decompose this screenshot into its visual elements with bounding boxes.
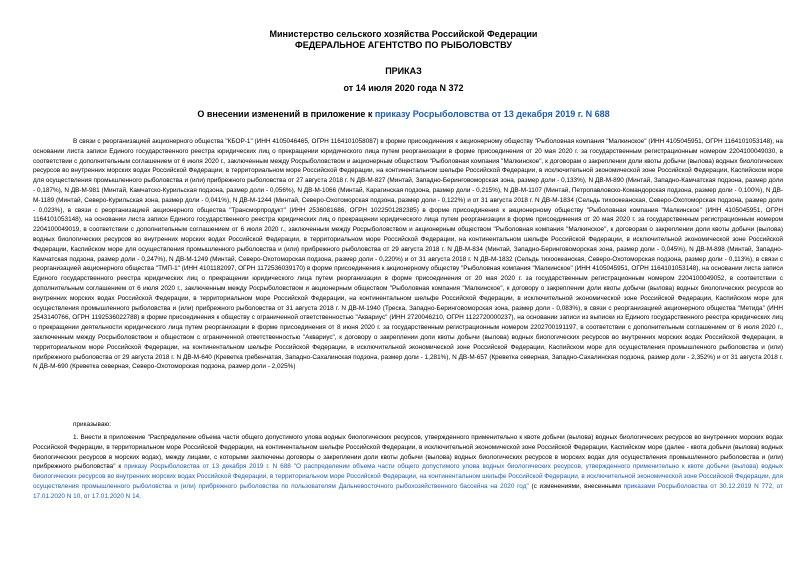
order-item-1-text: 1. Внести в приложение "Распределение объема части общего допустимого улова водных биологических ресурсов, утвержденного применительно к квоте добычи (вылова) водных биологических ресурсов во внутренних морских водах Российской Федерации, в территориальном море Российской Федерации, на континентальном шельфе Российской Федерации, в исключительной экономической зоне Российской Федерации, Каспийском море (далее - квота добычи (вылова) водных биологических ресурсов в морских водах), между лицами, с которыми заключены договоры о закреплении доли квоты добычи (вылова) водных биологических ресурсов в морских водах для осуществления промышленного рыболовства и (или) прибрежного рыболовства" к bbox=[33, 434, 783, 471]
document-title bbox=[0, 109, 807, 120]
date-number-heading: от 14 июля 2020 года N 372 bbox=[343, 83, 464, 93]
order-688-link[interactable]: приказу Росрыболовства от 13 декабря 2019 г. N 688 "О распределении объема части общего допустимого улова водных биологических ресурсов, утвержденного применительно к квоте добычи (вылова) водных биологических ресурсов во внутренних морских водах Российской Федерации, в территориальном море Российской Федерации, на континентальном шельфе Российской Федерации, в исключительной экономической зоне Российской Федерации, для осуществления промышленного рыболовства и (или) прибрежного рыболовства по пользователям Дальневосточного рыбохозяйственного бассейна на 2020 год" bbox=[33, 463, 783, 490]
preamble-paragraph: В связи с реорганизацией акционерного общества "КБОР-1" (ИНН 4105046465, ОГРН 1164101058087) в форме присоединения к акционерному обществу "Рыболовная компания "Малкинское" (ИНН 4105045951, ОГРН 1164101053148), на основании листа записи Единого государственного реестра юридических лиц о прекращении юридического лица путем реорганизации в форме присоединения от 20 мая 2020 г. за государственным регистрационным номером 2204100049030, в соответствии с дополнительным соглашением от 6 июля 2020 г., заключенным между Росрыболовством и акционерным обществом "Рыболовная компания "Малкинское", к договорам о закреплении доли квоты добычи (вылова) водных биологических ресурсов во внутренних морских водах Российской Федерации, в территориальном море Российской Федерации, на континентальном шельфе Российской Федерации, в исключительной экономической зоне Российской Федерации, Каспийском море для осуществления промышленного рыболовства и (или) прибрежного рыболовства от 27 августа 2018 г. N ДВ-М-827 (Минтай, Западно-Беринговоморская зона, размер доли - 0,133%), N ДВ-М-890 (Минтай, Западно-Камчатская подзона, размер доли - 0,187%), N ДВ-М-981 (Минтай, Камчатско-Курильская подзона, размер доли - 0,056%), N ДВ-М-1066 (Минтай, Карагинская подзона, размер доли - 0,215%), N ДВ-М-1107 (Минтай, Петропавловско-Командорская подзона, размер доли - 0,100%), N ДВ-М-1189 (Минтай, Северо-Курильская зона, размер доли - 0,041%), N ДВ-М-1244 (Минтай, Северо-Охотоморская подзона, размер доли - 0,122%) и от 31 августа 2018 г. N ДВ-М-1834 (Сельдь тихоокеанская, Северо-Охотоморская подзона, размер доли - 0,023%), в связи с реорганизацией акционерного общества "Трансморпродукт" (ИНН 2536081686, ОГРН 1022501282385) в форме присоединения к акционерному обществу "Рыболовная компания "Малкинское" (ИНН 4105045951, ОГРН 1164101053148), на основании листа записи Единого государственного реестра юридических лиц о прекращении юридического лица путем реорганизации в форме присоединения от 20 мая 2020 г. за государственным регистрационным номером 2204100049019, в соответствии с дополнительным соглашением от 6 июля 2020 г., заключенным между Росрыболовством и акционерным обществом "Рыболовная компания "Малкинское", к договорам о закреплении доли квоты добычи (вылова) водных биологических ресурсов во внутренних морских водах Российской Федерации, в территориальном море Российской Федерации, на континентальном шельфе Российской Федерации, в исключительной экономической зоне Российской Федерации, Каспийском море для осуществления промышленного рыболовства и (или) прибрежного рыболовства от 29 августа 2018 г. N ДВ-М-834 (Минтай, Западно-Беринговоморская зона, размер доли - 0,045%), N ДВ-М-898 (Минтай, Западно-Камчатская подзона, размер доли - 0,247%), N ДВ-М-1249 (Минтай, Северо-Охотоморская подзона, размер доли - 0,220%) и от 31 августа 2018 г. N ДВ-М-1832 (Сельдь тихоокеанская, Северо-Охотоморская подзона, размер доли - 0,113%), в связи с реорганизацией акционерного общества "ТМП-1" (ИНН 4101182097, ОГРН 1172536039170) в форме присоединения к акционерному обществу "Рыболовная компания "Малкинское" (ИНН 4105045951, ОГРН 1164101053148), на основании листа записи Единого государственного реестра юридических лиц о прекращении юридического лица путем реорганизации в форме присоединения от 20 мая 2020 г. за государственным регистрационным номером 2204100049052, в соответствии с дополнительным соглашением от 6 июля 2020 г., заключенным между Росрыболовством и акционерным обществом "Рыболовная компания "Малкинское", к договору о закреплении доли квоты добычи (вылова) водных биологических ресурсов во внутренних морских водах Российской Федерации, в территориальном море Российской Федерации, на континентальном шельфе Российской Федерации, в исключительной экономической зоне Российской Федерации, Каспийском море для осуществления промышленного рыболовства и (или) прибрежного рыболовства от 31 августа 2018 г. N ДВ-М-1940 (Треска, Западно-Беринговоморская зона, размер доли - 0,083%), в связи с реорганизацией акционерного общества "Метида" (ИНН 2543140766, ОГРН 1192536022788) в форме присоединения к обществу с ограниченной ответственностью "Аквариус" (ИНН 2720046210, ОГРН 1122720000237), на основании записи из выписки из Единого государственного реестра юридических лиц о прекращении деятельности юридического лица путем реорганизации в форме присоединения от 8 июня 2020 г. за государственным регистрационным номером 2202700191197, в соответствии с дополнительным соглашением от 6 июля 2020 г., заключенным между Росрыболовством и обществом с ограниченной ответственностью "Аквариус", к договору о закреплении доли квоты добычи (вылова) водных биологических ресурсов во внутренних морских водах Российской Федерации, в территориальном море Российской Федерации, на континентальном шельфе Российской Федерации, в исключительной экономической зоне Российской Федерации, Каспийском море для осуществления промышленного рыболовства и (или) прибрежного рыболовства от 29 августа 2018 г. N ДВ-М-640 (Креветка гребенчатая, Западно-Сахалинская подзона, размер доли - 1,281%), N ДВ-М-657 (Креветка северная, Западно-Сахалинская подзона, размер доли - 2,352%) и от 31 августа 2018 г. N ДВ-М-690 (Креветка северная, Северо-Охотоморская подзона, размер доли - 2,025%) bbox=[33, 138, 783, 371]
agency-heading: ФЕДЕРАЛЬНОЕ АГЕНТСТВО ПО РЫБОЛОВСТВУ bbox=[295, 40, 512, 50]
order-item-1 bbox=[33, 433, 783, 571]
title-prefix: О внесении изменений в приложение к bbox=[197, 109, 375, 119]
ministry-heading: Министерство сельского хозяйства Российской Федерации bbox=[269, 29, 538, 39]
title-order-link[interactable]: приказу Росрыболовства от 13 декабря 2019 г. N 688 bbox=[374, 109, 610, 119]
amending-orders-link[interactable]: приказами Росрыболовства от 30.12.2019 N 772, от 17.01.2020 N 10, от 17.01.2020 N 14, bbox=[33, 482, 783, 500]
order-item-1-text-cont: (с изменениями, внесенными bbox=[528, 482, 624, 490]
orders-label: приказываю: bbox=[73, 421, 111, 428]
document-type-heading: ПРИКАЗ bbox=[385, 66, 422, 76]
